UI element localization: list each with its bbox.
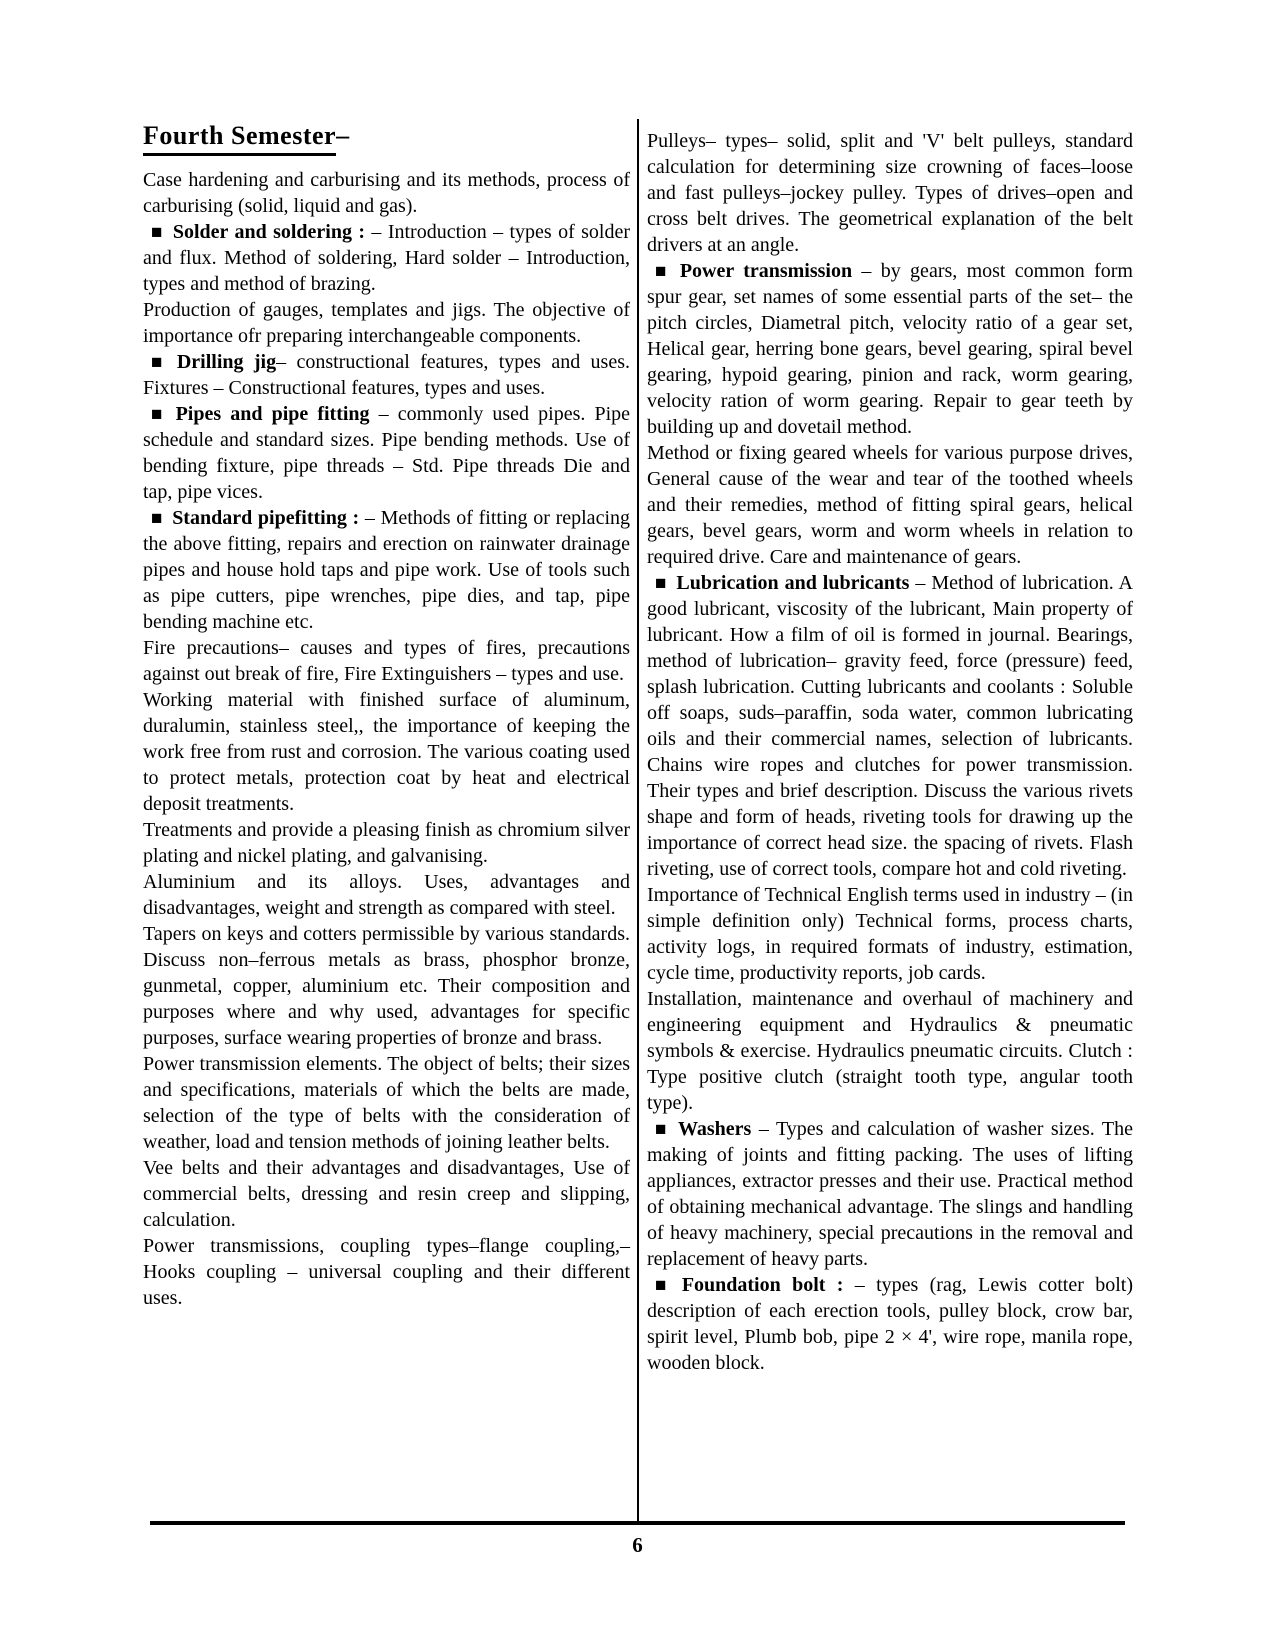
- syllabus-paragraph: [647, 1116, 1133, 1272]
- paragraph-text: Treatments and provide a pleasing finish as chromium silver plating and nickel plating, and galvanising.: [143, 819, 630, 867]
- topic-title: Foundation bolt :: [681, 1274, 844, 1296]
- footer-rule: [150, 1521, 1125, 1525]
- syllabus-paragraph: [647, 440, 1133, 570]
- paragraph-text: – by gears, most common form spur gear, set names of some essential parts of the set– the pitch circles, Diametral pitch, velocity ratio of a gear set, Helical gear, herring bone gears, bevel gearing, spiral bevel gearing, hypoid gearing, pinion and rack, worm gearing, velocity ration of worm gearing. Repair to gear teeth by building up and dovetail method.: [647, 260, 1133, 438]
- paragraph-text: Working material with finished surface of aluminum, duralumin, stainless steel,, the importance of keeping the work free from rust and corrosion. The various coating used to protect metals, protection coat by heat and electrical deposit treatments.: [143, 689, 630, 815]
- black-square-bullet-icon: ■: [655, 1275, 673, 1296]
- section-title-dash: –: [336, 121, 350, 150]
- page-number: 6: [632, 1533, 643, 1557]
- topic-title: Solder and soldering :: [172, 221, 366, 243]
- syllabus-paragraph: [143, 817, 630, 869]
- column-divider-line: [637, 119, 639, 1522]
- paragraph-text: Power transmission elements. The object of belts; their sizes and specifications, materials of which the belts are made, selection of the type of belts with the consideration of weather, load and tension methods of joining leather belts.: [143, 1053, 630, 1153]
- right-column: [647, 119, 1133, 1376]
- syllabus-paragraph: [143, 687, 630, 817]
- section-title: Fourth Semester: [143, 119, 336, 156]
- paragraph-text: Fire precautions– causes and types of fires, precautions against out break of fire, Fire Extinguishers – types and use.: [143, 637, 630, 685]
- syllabus-paragraph: [647, 128, 1133, 258]
- topic-title: Drilling jig: [176, 351, 277, 373]
- syllabus-paragraph: [143, 401, 630, 505]
- paragraph-text: – constructional features, types and uses. Fixtures – Constructional features, types and uses.: [143, 351, 630, 399]
- paragraph-text: – Types and calculation of washer sizes. The making of joints and fitting packing. The uses of lifting appliances, extractor presses and their use. Practical method of obtaining mechanical advantage. The slings and handling of heavy machinery, special precautions in the removal and replacement of heavy parts.: [647, 1118, 1133, 1270]
- syllabus-paragraph: [143, 167, 630, 219]
- paragraph-text: Power transmissions, coupling types–flange coupling,– Hooks coupling – universal coupling and their different uses.: [143, 1235, 630, 1309]
- paragraph-text: Tapers on keys and cotters permissible by various standards. Discuss non–ferrous metals as brass, phosphor bronze, gunmetal, copper, aluminium etc. Their composition and purposes where and why used, advantages for specific purposes, surface wearing properties of bronze and brass.: [143, 923, 630, 1049]
- syllabus-paragraph: [647, 1272, 1133, 1376]
- paragraph-text: Importance of Technical English terms used in industry – (in simple definition only) Technical forms, process charts, activity logs, in required formats of industry, estimation, cycle time, productivity reports, job cards.: [647, 884, 1133, 984]
- paragraph-text: Production of gauges, templates and jigs. The objective of importance ofr preparing interchangeable components.: [143, 299, 630, 347]
- black-square-bullet-icon: ■: [151, 404, 167, 425]
- paragraph-text: Case hardening and carburising and its methods, process of carburising (solid, liquid and gas).: [143, 169, 630, 217]
- syllabus-paragraph: [143, 869, 630, 921]
- syllabus-paragraph: [647, 570, 1133, 882]
- left-column: [143, 119, 630, 1376]
- topic-title: Lubrication and lubricants: [676, 572, 910, 594]
- paragraph-text: – types (rag, Lewis cotter bolt) description of each erection tools, pulley block, crow bar, spirit level, Plumb bob, pipe 2 × 4', wire rope, manila rope, wooden block.: [647, 1274, 1133, 1374]
- syllabus-paragraph: [143, 297, 630, 349]
- syllabus-paragraph: [143, 1051, 630, 1155]
- syllabus-paragraph: [143, 1233, 630, 1311]
- paragraph-text: Method or fixing geared wheels for various purpose drives, General cause of the wear and tear of the toothed wheels and their remedies, method of fitting spiral gears, helical gears, bevel gears, worm and worm wheels in relation to required drive. Care and maintenance of gears.: [647, 442, 1133, 568]
- syllabus-paragraph: [143, 349, 630, 401]
- topic-title: Standard pipefitting :: [172, 507, 360, 529]
- left-column-paragraphs: [143, 167, 630, 1311]
- paragraph-text: – Method of lubrication. A good lubricant, viscosity of the lubricant, Main property of lubricant. How a film of oil is formed in journal. Bearings, method of lubrication– gravity feed, force (pressure) feed, splash lubrication. Cutting lubricants and coolants : Soluble off soaps, suds–paraffin, soda water, common lubricating oils and their commercial names, selection of lubricants. Chains wire ropes and clutches for power transmission. Their types and brief description. Discuss the various rivets shape and form of heads, riveting tools for drawing up the importance of correct head size. the spacing of rivets. Flash riveting, use of correct tools, compare hot and cold riveting.: [647, 572, 1134, 880]
- syllabus-paragraph: [647, 258, 1133, 440]
- section-heading: [143, 119, 630, 156]
- black-square-bullet-icon: ■: [655, 573, 668, 594]
- syllabus-paragraph: [143, 635, 630, 687]
- black-square-bullet-icon: ■: [655, 261, 671, 282]
- syllabus-paragraph: [143, 219, 630, 297]
- topic-title: Pipes and pipe fitting: [175, 403, 370, 425]
- black-square-bullet-icon: ■: [655, 1119, 669, 1140]
- syllabus-paragraph: [647, 882, 1133, 986]
- black-square-bullet-icon: ■: [151, 222, 164, 243]
- syllabus-paragraph: [143, 1155, 630, 1233]
- paragraph-text: Aluminium and its alloys. Uses, advantages and disadvantages, weight and strength as compared with steel.: [143, 871, 630, 919]
- black-square-bullet-icon: ■: [151, 508, 164, 529]
- paragraph-text: – commonly used pipes. Pipe schedule and standard sizes. Pipe bending methods. Use of bending fixture, pipe threads – Std. Pipe threads Die and tap, pipe vices.: [143, 403, 631, 503]
- topic-title: Power transmission: [679, 260, 853, 282]
- syllabus-paragraph: [143, 505, 630, 635]
- paragraph-text: – Methods of fitting or replacing the above fitting, repairs and erection on rainwater drainage pipes and house hold taps and pipe work. Use of tools such as pipe cutters, pipe wrenches, pipe dies, and tap, pipe bending machine etc.: [143, 507, 630, 633]
- topic-title: Washers: [677, 1118, 752, 1140]
- syllabus-paragraph: [647, 986, 1133, 1116]
- black-square-bullet-icon: ■: [151, 352, 168, 373]
- paragraph-text: Vee belts and their advantages and disadvantages, Use of commercial belts, dressing and resin creep and slipping, calculation.: [143, 1157, 630, 1231]
- syllabus-paragraph: [143, 921, 630, 1051]
- right-column-paragraphs: [647, 128, 1133, 1376]
- paragraph-text: Installation, maintenance and overhaul of machinery and engineering equipment and Hydraulics & pneumatic symbols & exercise. Hydraulics pneumatic circuits. Clutch : Type positive clutch (straight tooth type, angular tooth type).: [647, 988, 1133, 1114]
- paragraph-text: Pulleys– types– solid, split and 'V' belt pulleys, standard calculation for determining size crowning of faces–loose and fast pulleys–jockey pulley. Types of drives–open and cross belt drives. The geometrical explanation of the belt drivers at an angle.: [647, 130, 1133, 256]
- paragraph-text: – Introduction – types of solder and flux. Method of soldering, Hard solder – Introduction, types and method of brazing.: [143, 221, 631, 295]
